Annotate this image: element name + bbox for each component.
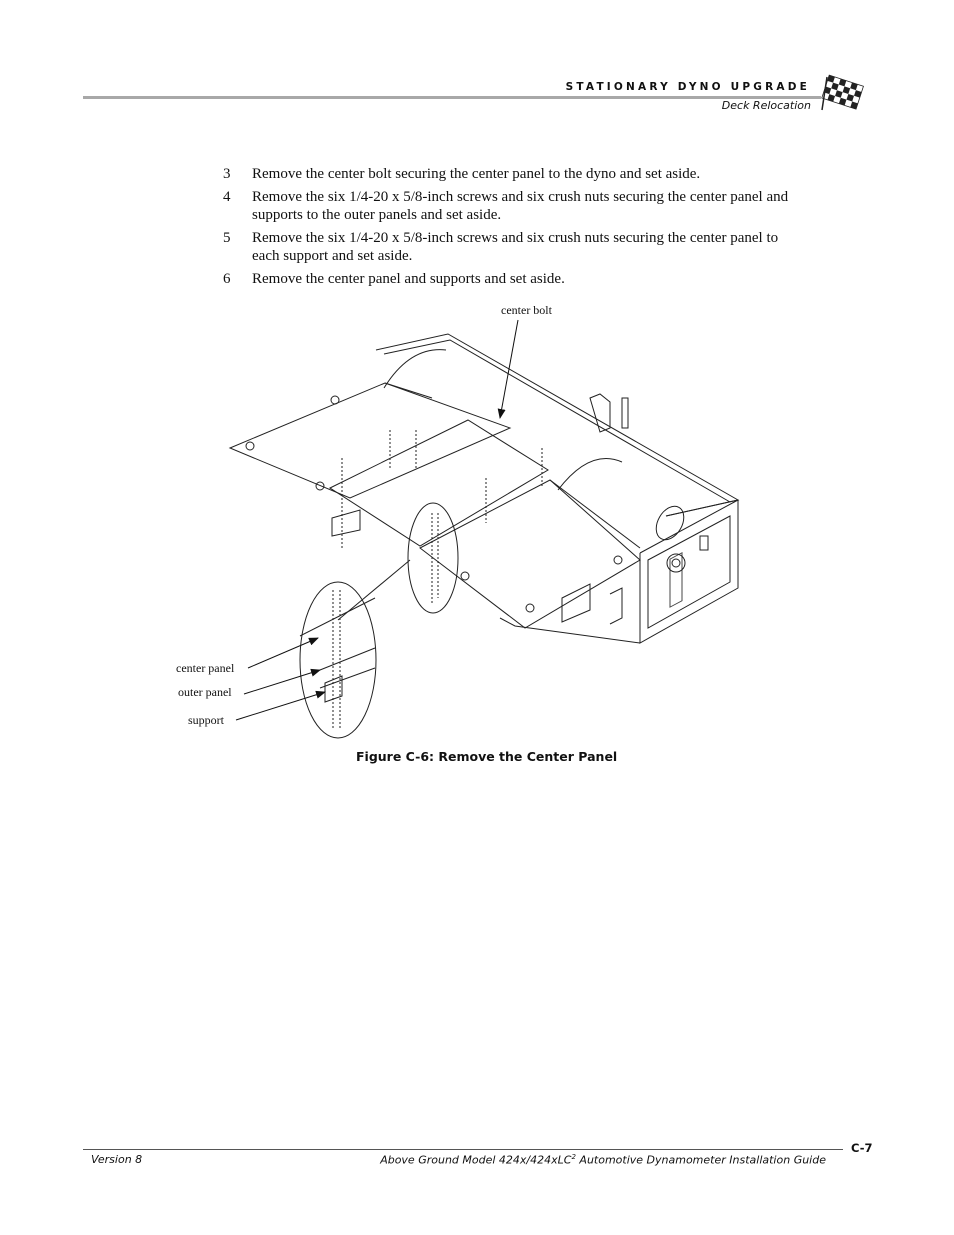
guide-title-rest: Automotive Dynamometer Installation Guide <box>575 1153 826 1167</box>
step-number: 5 <box>223 229 231 246</box>
step-number: 4 <box>223 188 231 205</box>
step-item <box>223 270 803 289</box>
label-outer-panel: outer panel <box>178 685 232 699</box>
step-text: Remove the center bolt securing the center panel to the dyno and set aside. <box>252 166 701 182</box>
step-text: Remove the six 1/4-20 x 5/8-inch screws and six crush nuts securing the center panel to each support and set aside. <box>252 229 779 264</box>
guide-title <box>380 1153 826 1167</box>
outer-panel-leader <box>244 670 320 694</box>
instruction-steps <box>223 165 803 292</box>
subsection-title: Deck Relocation <box>721 99 811 112</box>
section-title: STATIONARY DYNO UPGRADE <box>565 81 810 93</box>
checkered-flag-icon <box>818 74 866 114</box>
center-bolt-leader <box>500 320 518 418</box>
figure-dyno-deck-drawing <box>170 298 770 743</box>
step-text: Remove the six 1/4-20 x 5/8-inch screws and six crush nuts securing the center panel and supports to the outer panels and set aside. <box>252 188 789 223</box>
page-number: C-7 <box>851 1141 873 1155</box>
label-center-panel: center panel <box>176 661 235 675</box>
step-item <box>223 229 803 266</box>
footer-rule <box>83 1149 843 1150</box>
figure-caption: Figure C-6: Remove the Center Panel <box>356 749 618 764</box>
step-item <box>223 188 803 225</box>
version-label: Version 8 <box>91 1153 143 1166</box>
step-number: 3 <box>223 166 231 182</box>
step-item <box>223 165 803 184</box>
guide-title-main: Above Ground Model 424x/424xLC <box>380 1153 572 1167</box>
header-rule <box>83 96 821 99</box>
step-text: Remove the center panel and supports and set aside. <box>252 270 565 287</box>
label-support: support <box>188 713 224 727</box>
step-number: 6 <box>223 270 231 287</box>
center-panel-leader <box>248 638 318 668</box>
label-center-bolt: center bolt <box>501 303 552 317</box>
guide-title-superscript: 2 <box>571 1153 576 1161</box>
